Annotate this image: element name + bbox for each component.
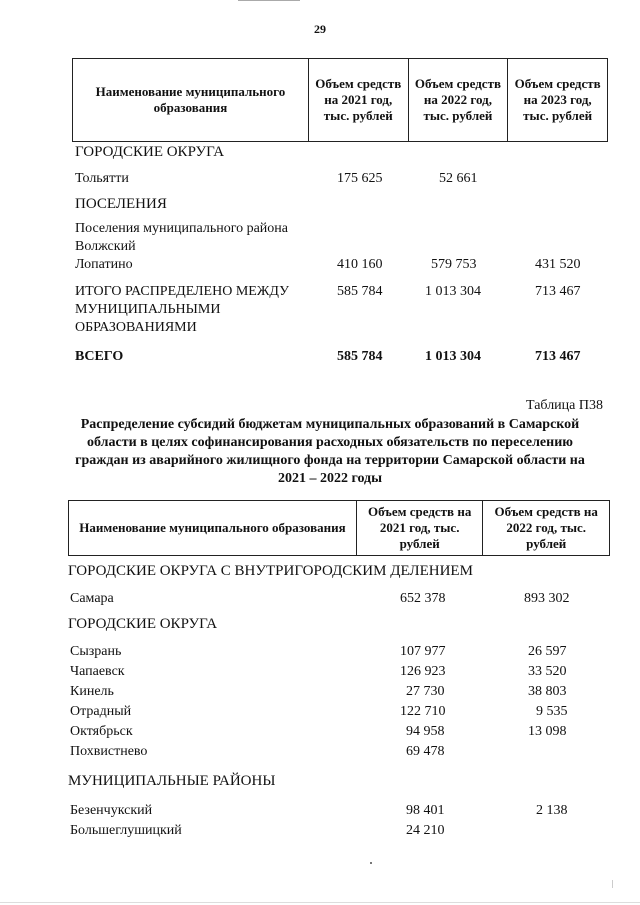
- row-name: Большеглушицкий: [70, 823, 182, 838]
- row-name: Тольятти: [75, 171, 129, 186]
- value-2021: 126 923: [400, 664, 446, 679]
- section-title: ПОСЕЛЕНИЯ: [75, 196, 167, 212]
- value-2022: 38 803: [528, 684, 567, 699]
- section-title: МУНИЦИПАЛЬНЫЕ РАЙОНЫ: [68, 773, 276, 789]
- value-2023: 713 467: [535, 349, 581, 364]
- row-name: Сызрань: [70, 644, 122, 659]
- row-name: Безенчукский: [70, 803, 153, 818]
- table-label: Таблица П38: [526, 398, 603, 413]
- scan-dot: [370, 862, 372, 864]
- table2-header-2021: Объем средств на 2021 год, тыс. рублей: [356, 501, 483, 556]
- value-2021: 69 478: [406, 744, 445, 759]
- value-2022: 9 535: [536, 704, 568, 719]
- value-2022: 2 138: [536, 803, 568, 818]
- section-title: ГОРОДСКИЕ ОКРУГА С ВНУТРИГОРОДСКИМ ДЕЛЕНИЕМ: [68, 563, 473, 579]
- table1-header-name: Наименование муниципального образования: [73, 59, 309, 142]
- value-2022: 579 753: [431, 257, 477, 272]
- row-name: Лопатино: [75, 257, 133, 272]
- row-name: Самара: [70, 591, 114, 606]
- value-2022: 893 302: [524, 591, 570, 606]
- table1-header-2022: Объем средств на 2022 год, тыс. рублей: [408, 59, 508, 142]
- row-name: Октябрьск: [70, 724, 133, 739]
- row-name: ИТОГО РАСПРЕДЕЛЕНО МЕЖДУ МУНИЦИПАЛЬНЫМИ ОБРАЗОВАНИЯМИ: [75, 284, 289, 335]
- table1-header-2023: Объем средств на 2023 год, тыс. рублей: [508, 59, 608, 142]
- value-2022: 1 013 304: [425, 349, 481, 364]
- page-number: 29: [314, 22, 326, 36]
- value-2022: 1 013 304: [425, 284, 481, 299]
- section-title: ГОРОДСКИЕ ОКРУГА: [68, 616, 218, 632]
- value-2023: 713 467: [535, 284, 581, 299]
- value-2023: 431 520: [535, 257, 581, 272]
- scan-mark: [612, 880, 613, 888]
- value-2021: 94 958: [406, 724, 445, 739]
- value-2021: 122 710: [400, 704, 446, 719]
- row-name: Отрадный: [70, 704, 132, 719]
- value-2022: 52 661: [439, 171, 478, 186]
- value-2021: 585 784: [337, 349, 383, 364]
- value-2021: 175 625: [337, 171, 383, 186]
- table2-title: Распределение субсидий бюджетам муниципальных образований в Самарской области в целях софинансирования расходных обязательств по переселению граждан из аварийного жилищного фонда на территории Самарской области на 2021 – 2022 годы: [75, 417, 585, 486]
- table1-header-2021: Объем средств на 2021 год, тыс. рублей: [308, 59, 408, 142]
- value-2021: 27 730: [406, 684, 445, 699]
- scan-top-mark: [238, 0, 300, 3]
- value-2022: 13 098: [528, 724, 567, 739]
- row-name: Чапаевск: [70, 664, 125, 679]
- row-name: Кинель: [70, 684, 114, 699]
- row-name: Поселения муниципального района Волжский: [75, 221, 289, 254]
- value-2022: 26 597: [528, 644, 567, 659]
- row-name: Похвистнево: [70, 744, 148, 759]
- value-2021: 585 784: [337, 284, 383, 299]
- scan-bottom-edge: [0, 902, 640, 903]
- table2-header: [68, 500, 610, 556]
- value-2021: 410 160: [337, 257, 383, 272]
- value-2021: 24 210: [406, 823, 445, 838]
- row-name: ВСЕГО: [75, 349, 124, 364]
- value-2021: 652 378: [400, 591, 446, 606]
- table1-header: [72, 58, 608, 142]
- table2-header-2022: Объем средств на 2022 год, тыс. рублей: [483, 501, 610, 556]
- table2-header-name: Наименование муниципального образования: [69, 501, 357, 556]
- section-title: ГОРОДСКИЕ ОКРУГА: [75, 144, 225, 160]
- value-2022: 33 520: [528, 664, 567, 679]
- value-2021: 107 977: [400, 644, 446, 659]
- value-2021: 98 401: [406, 803, 445, 818]
